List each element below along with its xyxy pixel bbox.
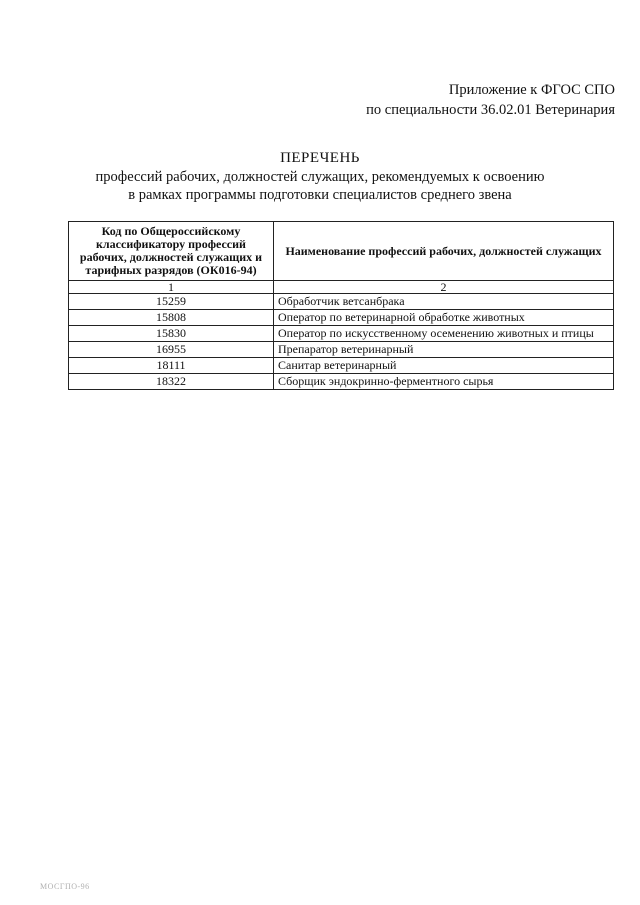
profession-name: Оператор по ветеринарной обработке животных xyxy=(274,310,614,326)
table-header-row xyxy=(69,222,614,281)
table-row xyxy=(69,358,614,374)
table-row xyxy=(69,342,614,358)
profession-name: Сборщик эндокринно-ферментного сырья xyxy=(274,374,614,390)
profession-code: 16955 xyxy=(69,342,274,358)
footer-print-mark: МОСГПО-96 xyxy=(40,882,90,891)
document-heading xyxy=(0,148,640,204)
column-number-row xyxy=(69,281,614,294)
appendix-line-2: по специальности 36.02.01 Ветеринария xyxy=(366,102,615,118)
column-number-1: 1 xyxy=(69,281,274,294)
profession-code: 15259 xyxy=(69,294,274,310)
profession-name: Препаратор ветеринарный xyxy=(274,342,614,358)
document-subtitle-line-1: профессий рабочих, должностей служащих, рекомендуемых к освоению xyxy=(95,169,545,185)
profession-code: 18111 xyxy=(69,358,274,374)
profession-name: Обработчик ветсанбрака xyxy=(274,294,614,310)
appendix-note xyxy=(366,80,615,120)
header-code-column: Код по Общероссийскому классификатору профессий рабочих, должностей служащих и тарифных разрядов (ОК016-94) xyxy=(69,222,274,281)
appendix-line-1: Приложение к ФГОС СПО xyxy=(448,82,615,98)
header-name-column: Наименование профессий рабочих, должностей служащих xyxy=(274,222,614,281)
document-title: ПЕРЕЧЕНЬ xyxy=(280,150,360,166)
profession-name: Оператор по искусственному осеменению животных и птицы xyxy=(274,326,614,342)
profession-name: Санитар ветеринарный xyxy=(274,358,614,374)
table-row xyxy=(69,374,614,390)
professions-table xyxy=(68,221,614,390)
column-number-2: 2 xyxy=(274,281,614,294)
document-subtitle-line-2: в рамках программы подготовки специалистов среднего звена xyxy=(128,187,512,203)
profession-code: 18322 xyxy=(69,374,274,390)
table-row xyxy=(69,326,614,342)
table-row xyxy=(69,294,614,310)
profession-code: 15830 xyxy=(69,326,274,342)
profession-code: 15808 xyxy=(69,310,274,326)
table-row xyxy=(69,310,614,326)
